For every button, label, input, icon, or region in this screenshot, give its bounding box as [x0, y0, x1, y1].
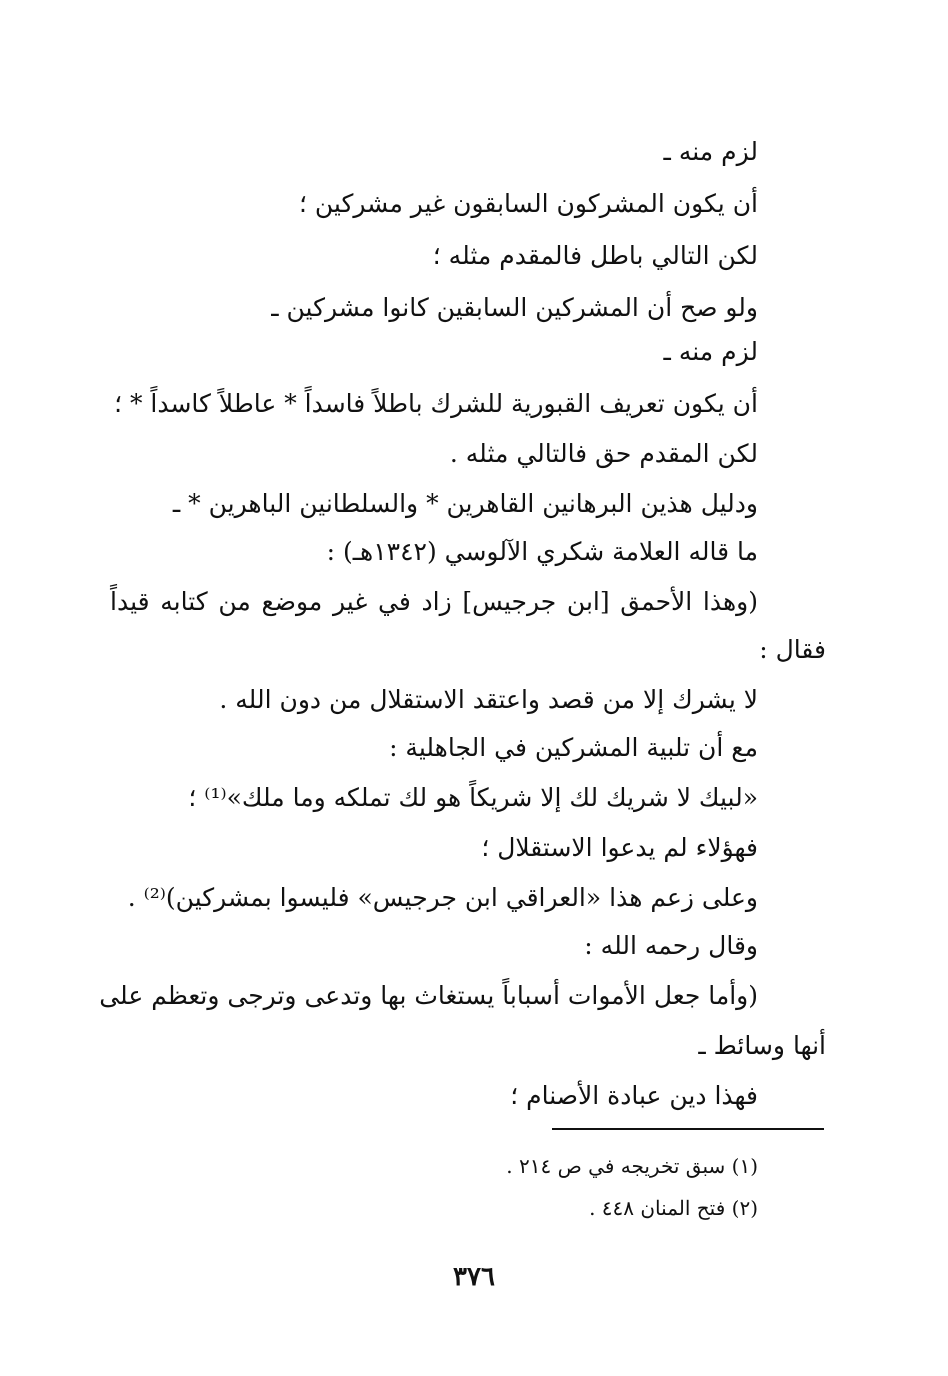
text-line-5: لزم منه ـ: [663, 337, 758, 366]
text-line-8: ودليل هذين البرهانين القاهرين * والسلطانين الباهرين * ـ: [172, 489, 758, 518]
text-line-18: (وأما جعل الأموات أسباباً يستغاث بها وتدعى وترجى وتعظم على: [99, 981, 758, 1010]
text-line-17: وقال رحمه الله :: [584, 931, 758, 960]
text-line-16: وعلى زعم هذا «العراقي ابن جرجيس» فليسوا بمشركين)⁽²⁾ .: [127, 883, 758, 912]
text-line-7: لكن المقدم حق فالتالي مثله .: [449, 439, 758, 468]
text-line-1: لزم منه ـ: [663, 137, 758, 166]
text-line-9: ما قاله العلامة شكري الآلوسي (١٣٤٢هـ) :: [326, 537, 758, 566]
footnote-divider: [552, 1128, 824, 1130]
text-line-13: مع أن تلبية المشركين في الجاهلية :: [389, 733, 758, 762]
text-line-12: لا يشرك إلا من قصد واعتقد الاستقلال من دون الله .: [219, 685, 758, 714]
text-line-20: فهذا دين عبادة الأصنام ؛: [510, 1081, 758, 1110]
footnote-1: (١) سبق تخريجه في ص ٢١٤ .: [506, 1154, 758, 1178]
text-line-14: «لبيك لا شريك لك إلا شريكاً هو لك تملكه وما ملك»⁽¹⁾ ؛: [188, 783, 758, 812]
text-line-4: ولو صح أن المشركين السابقين كانوا مشركين ـ: [271, 293, 758, 322]
page-number: ٣٧٦: [453, 1262, 495, 1292]
text-line-19: أنها وسائط ـ: [698, 1031, 826, 1060]
text-line-10: (وهذا الأحمق [ابن جرجيس] زاد في غير موضع من كتابه قيداً: [110, 587, 758, 616]
text-line-11: فقال :: [759, 635, 826, 664]
text-line-3: لكن التالي باطل فالمقدم مثله ؛: [432, 241, 758, 270]
footnote-2: (٢) فتح المنان ٤٤٨ .: [589, 1196, 758, 1220]
text-line-15: فهؤلاء لم يدعوا الاستقلال ؛: [481, 833, 758, 862]
text-line-2: أن يكون المشركون السابقون غير مشركين ؛: [299, 189, 758, 218]
text-line-6: أن يكون تعريف القبورية للشرك باطلاً فاسداً * عاطلاً كاسداً * ؛: [114, 389, 758, 418]
